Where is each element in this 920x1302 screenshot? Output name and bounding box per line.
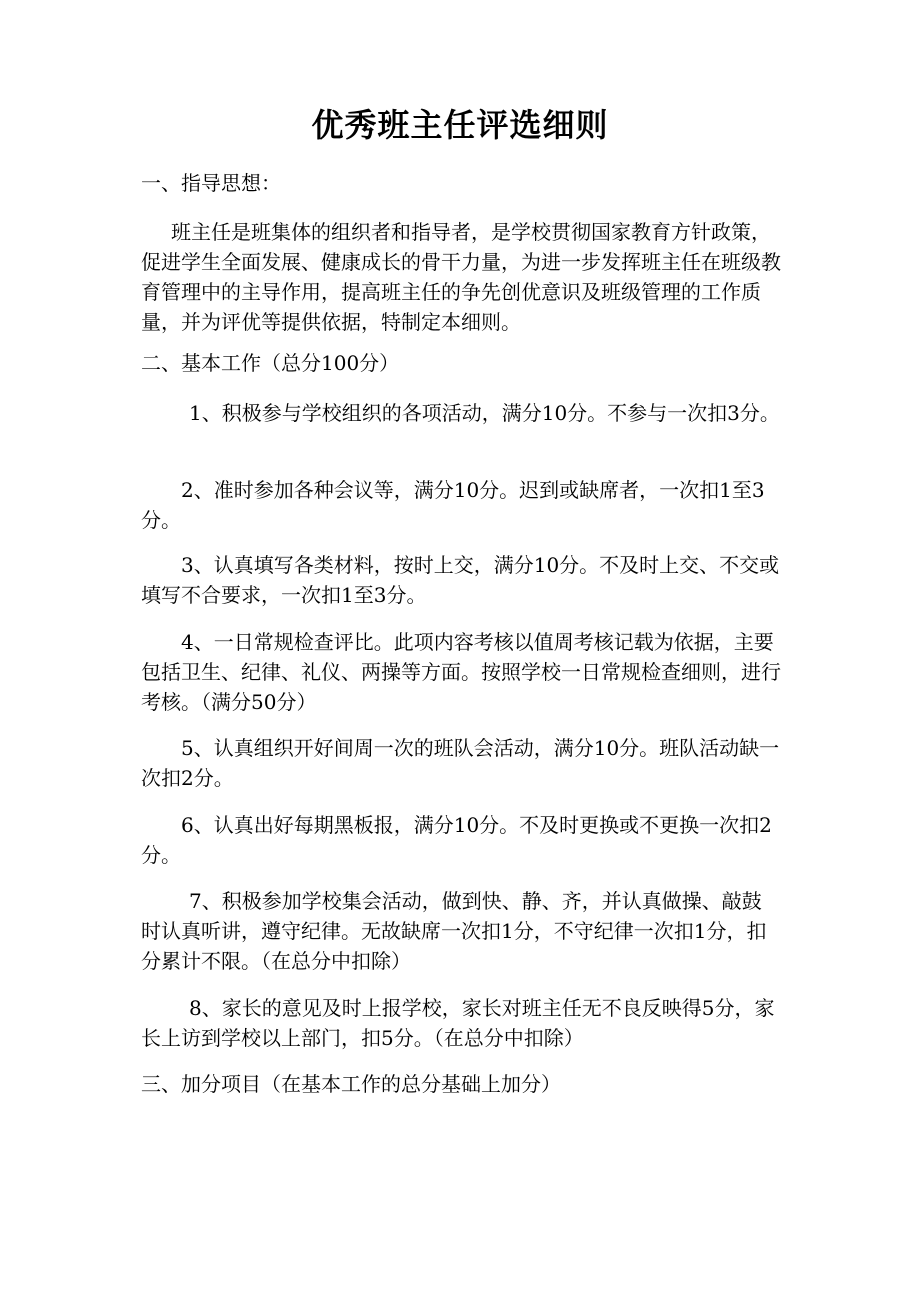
list-item-3: 3、认真填写各类材料，按时上交，满分10分。不及时上交、不交或填写不合要求，一次扣1至3分。	[141, 553, 780, 607]
section-heading-1: 一、指导思想：	[141, 171, 281, 195]
list-item-2: 2、准时参加各种会议等，满分10分。迟到或缺席者，一次扣1至3分。	[141, 478, 765, 532]
section-heading-3: 三、加分项目（在基本工作的总分基础上加分）	[141, 1072, 561, 1096]
list-item-5: 5、认真组织开好间周一次的班队会活动，满分10分。班队活动缺一次扣2分。	[141, 736, 780, 790]
list-item-7: 7、积极参加学校集会活动，做到快、静、齐，并认真做操、敲鼓时认真听讲，遵守纪律。无故缺席一次扣1分，不守纪律一次扣1分，扣分累计不限。（在总分中扣除）	[141, 889, 767, 973]
list-item-4: 4、一日常规检查评比。此项内容考核以值周考核记载为依据，主要包括卫生、纪律、礼仪、两操等方面。按照学校一日常规检查细则，进行考核。（满分50分）	[141, 630, 781, 714]
document-title: 优秀班主任评选细则	[311, 106, 609, 144]
section-body-1: 班主任是班集体的组织者和指导者，是学校贯彻国家教育方针政策，促进学生全面发展、健康成长的骨干力量，为进一步发挥班主任在班级教育管理中的主导作用，提高班主任的争先创优意识及班级管理的工作质量，并为评优等提供依据，特制定本细则。	[141, 220, 781, 334]
list-item-6: 6、认真出好每期黑板报，满分10分。不及时更换或不更换一次扣2分。	[141, 813, 772, 867]
section-heading-2: 二、基本工作（总分100分）	[141, 351, 400, 375]
list-item-8: 8、家长的意见及时上报学校，家长对班主任无不良反映得5分，家长上访到学校以上部门，扣5分。（在总分中扣除）	[141, 996, 775, 1050]
list-item-1: 1、积极参与学校组织的各项活动，满分10分。不参与一次扣3分。	[189, 401, 780, 425]
